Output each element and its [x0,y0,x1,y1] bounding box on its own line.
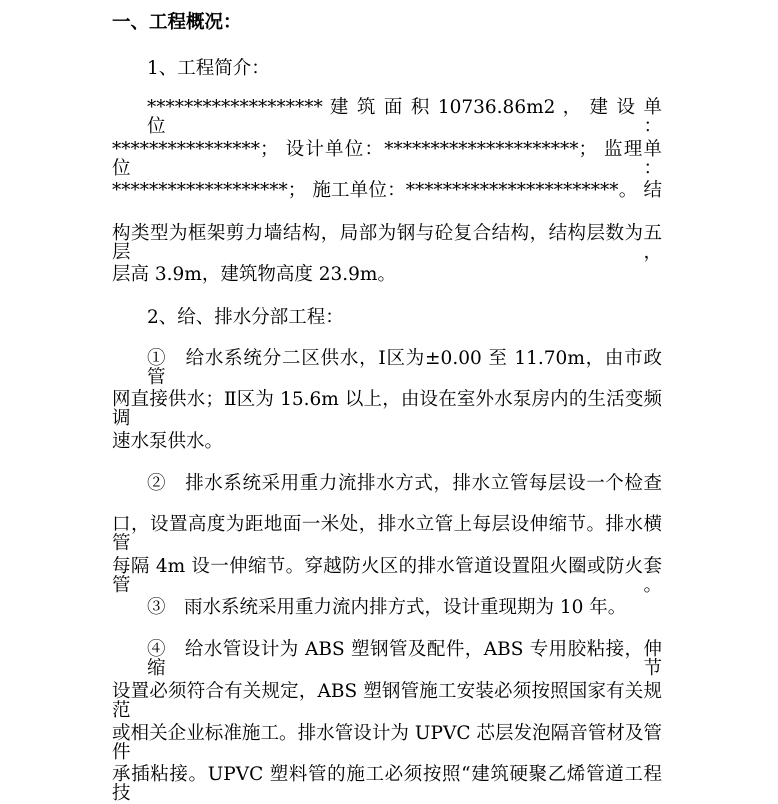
subsection-title-water-supply-drainage: 2、给、排水分部工程： [147,307,344,328]
intro-line: 层高 3.9m，建筑物高度 23.9m。 [112,264,396,285]
intro-line: *******************； 施工单位：***********************。 结 [112,180,662,201]
item-4-line: 承插粘接。UPVC 塑料管的施工必须按照“建筑硬聚乙烯管道工程技 [112,764,662,804]
item-4-line: ④ 给水管设计为 ABS 塑钢管及配件，ABS 专用胶粘接，伸缩节 [147,639,662,679]
intro-line: ******************* 建 筑 面 积 10736.86m2 ， 建 设 单 位 ： [147,97,662,137]
intro-line: 构类型为框架剪力墙结构，局部为钢与砼复合结构，结构层数为五层， [112,223,662,263]
item-4-line: 设置必须符合有关规定，ABS 塑钢管施工安装必须按照国家有关规范 [112,681,662,721]
intro-line: ****************； 设计单位：*********************； 监理单位： [112,139,662,179]
item-1-line: 速水泵供水。 [112,431,224,452]
subsection-title-project-intro: 1、工程简介： [147,58,270,79]
item-1-line: 网直接供水；Ⅱ区为 15.6m 以上，由设在室外水泵房内的生活变频调 [112,389,662,429]
item-2-line: 每隔 4m 设一伸缩节。穿越防火区的排水管道设置阻火圈或防火套管。 [112,556,662,596]
item-1-line: ① 给水系统分二区供水，Ⅰ区为±0.00 至 11.70m，由市政管 [147,348,662,388]
item-2-line: ② 排水系统采用重力流排水方式，排水立管每层设一个检查 [147,473,662,494]
item-3-line: ③ 雨水系统采用重力流内排方式，设计重现期为 10 年。 [147,597,627,618]
item-4-line: 或相关企业标准施工。排水管设计为 UPVC 芯层发泡隔音管材及管件 [112,723,662,763]
section-heading: 一、工程概况： [112,12,242,33]
item-2-line: 口，设置高度为距地面一米处，排水立管上每层设伸缩节。排水横管 [112,514,662,554]
